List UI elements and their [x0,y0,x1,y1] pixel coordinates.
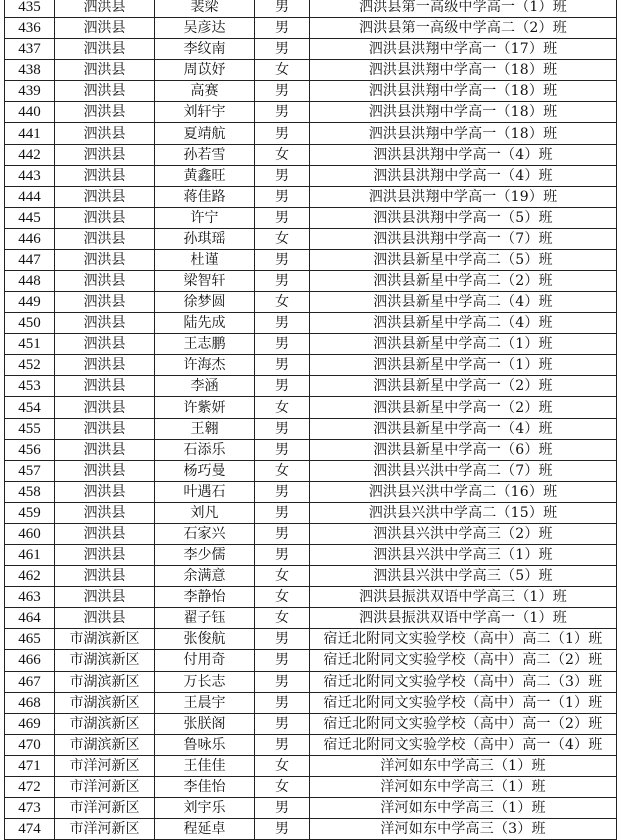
county-cell: 泗洪县 [55,608,155,629]
student-name-cell: 杨巧曼 [155,460,255,481]
row-number-cell: 450 [5,313,55,334]
county-cell: 泗洪县 [55,165,155,186]
student-name-cell: 付用奇 [155,650,255,671]
student-name-cell: 许紫妍 [155,397,255,418]
table-row [5,734,617,755]
student-name-cell: 李静怡 [155,587,255,608]
school-class-cell: 泗洪县洪翔中学高一（4）班 [310,165,617,186]
gender-cell: 男 [255,797,310,818]
gender-cell: 男 [255,523,310,544]
gender-cell: 男 [255,18,310,39]
row-number-cell: 468 [5,692,55,713]
student-name-cell: 陆先成 [155,313,255,334]
gender-cell: 女 [255,608,310,629]
table-row [5,292,617,313]
gender-cell: 女 [255,228,310,249]
student-name-cell: 石添乐 [155,439,255,460]
county-cell: 泗洪县 [55,545,155,566]
student-name-cell: 梁智轩 [155,271,255,292]
school-class-cell: 泗洪县新星中学高一（4）班 [310,418,617,439]
school-class-cell: 洋河如东中学高三（1）班 [310,797,617,818]
school-class-cell: 泗洪县振洪双语中学高一（1）班 [310,608,617,629]
roster-body [5,0,617,840]
gender-cell: 女 [255,60,310,81]
row-number-cell: 467 [5,671,55,692]
student-name-cell: 王佳佳 [155,755,255,776]
table-row [5,481,617,502]
table-row [5,650,617,671]
school-class-cell: 泗洪县新星中学高二（4）班 [310,313,617,334]
row-number-cell: 454 [5,397,55,418]
county-cell: 市洋河新区 [55,755,155,776]
row-number-cell: 448 [5,271,55,292]
county-cell: 市湖滨新区 [55,671,155,692]
row-number-cell: 446 [5,228,55,249]
row-number-cell: 439 [5,81,55,102]
table-row [5,165,617,186]
county-cell: 市湖滨新区 [55,650,155,671]
table-row [5,797,617,818]
row-number-cell: 469 [5,713,55,734]
county-cell: 泗洪县 [55,313,155,334]
county-cell: 市湖滨新区 [55,692,155,713]
student-name-cell: 李纹南 [155,39,255,60]
table-row [5,439,617,460]
student-name-cell: 裴梁 [155,0,255,18]
table-row [5,397,617,418]
student-name-cell: 张朕阁 [155,713,255,734]
county-cell: 泗洪县 [55,355,155,376]
gender-cell: 男 [255,439,310,460]
student-name-cell: 万长志 [155,671,255,692]
county-cell: 泗洪县 [55,566,155,587]
school-class-cell: 洋河如东中学高三（1）班 [310,755,617,776]
county-cell: 泗洪县 [55,144,155,165]
table-row [5,713,617,734]
gender-cell: 女 [255,460,310,481]
gender-cell: 男 [255,629,310,650]
gender-cell: 男 [255,819,310,840]
county-cell: 泗洪县 [55,123,155,144]
school-class-cell: 泗洪县兴洪中学高三（1）班 [310,545,617,566]
row-number-cell: 466 [5,650,55,671]
row-number-cell: 456 [5,439,55,460]
row-number-cell: 459 [5,502,55,523]
row-number-cell: 453 [5,376,55,397]
student-name-cell: 余满意 [155,566,255,587]
county-cell: 泗洪县 [55,460,155,481]
row-number-cell: 457 [5,460,55,481]
table-row [5,502,617,523]
county-cell: 泗洪县 [55,376,155,397]
gender-cell: 女 [255,566,310,587]
row-number-cell: 445 [5,207,55,228]
gender-cell: 男 [255,207,310,228]
gender-cell: 男 [255,186,310,207]
gender-cell: 男 [255,165,310,186]
gender-cell: 男 [255,502,310,523]
county-cell: 泗洪县 [55,60,155,81]
table-row [5,334,617,355]
table-row [5,523,617,544]
school-class-cell: 泗洪县洪翔中学高一（18）班 [310,123,617,144]
student-name-cell: 周苡妤 [155,60,255,81]
school-class-cell: 泗洪县新星中学高二（5）班 [310,249,617,270]
county-cell: 泗洪县 [55,334,155,355]
county-cell: 市湖滨新区 [55,713,155,734]
row-number-cell: 470 [5,734,55,755]
table-row [5,608,617,629]
county-cell: 泗洪县 [55,587,155,608]
school-class-cell: 泗洪县第一高级中学高二（2）班 [310,18,617,39]
table-row [5,102,617,123]
gender-cell: 男 [255,692,310,713]
row-number-cell: 444 [5,186,55,207]
table-row [5,60,617,81]
table-row [5,355,617,376]
row-number-cell: 449 [5,292,55,313]
gender-cell: 女 [255,776,310,797]
student-name-cell: 王翱 [155,418,255,439]
school-class-cell: 泗洪县兴洪中学高二（16）班 [310,481,617,502]
table-row [5,418,617,439]
school-class-cell: 泗洪县洪翔中学高一（7）班 [310,228,617,249]
table-row [5,629,617,650]
student-name-cell: 翟子钰 [155,608,255,629]
row-number-cell: 447 [5,249,55,270]
table-row [5,692,617,713]
gender-cell: 男 [255,81,310,102]
county-cell: 泗洪县 [55,481,155,502]
row-number-cell: 463 [5,587,55,608]
student-name-cell: 黄鑫旺 [155,165,255,186]
student-roster-table [4,0,617,840]
table-row [5,0,617,18]
row-number-cell: 458 [5,481,55,502]
student-name-cell: 吴彦达 [155,18,255,39]
student-name-cell: 李少儒 [155,545,255,566]
gender-cell: 男 [255,313,310,334]
table-row [5,776,617,797]
row-number-cell: 442 [5,144,55,165]
county-cell: 泗洪县 [55,418,155,439]
gender-cell: 男 [255,481,310,502]
student-name-cell: 许宁 [155,207,255,228]
row-number-cell: 443 [5,165,55,186]
row-number-cell: 472 [5,776,55,797]
student-name-cell: 高赛 [155,81,255,102]
school-class-cell: 泗洪县洪翔中学高一（18）班 [310,60,617,81]
table-row [5,545,617,566]
table-row [5,819,617,840]
gender-cell: 男 [255,334,310,355]
gender-cell: 男 [255,418,310,439]
student-name-cell: 孙琪瑶 [155,228,255,249]
gender-cell: 男 [255,650,310,671]
school-class-cell: 泗洪县洪翔中学高一（18）班 [310,102,617,123]
county-cell: 泗洪县 [55,292,155,313]
student-name-cell: 张俊航 [155,629,255,650]
school-class-cell: 宿迁北附同文实验学校（高中）高一（1）班 [310,692,617,713]
student-name-cell: 石家兴 [155,523,255,544]
row-number-cell: 462 [5,566,55,587]
county-cell: 泗洪县 [55,249,155,270]
county-cell: 泗洪县 [55,18,155,39]
school-class-cell: 泗洪县振洪双语中学高三（1）班 [310,587,617,608]
school-class-cell: 宿迁北附同文实验学校（高中）高二（1）班 [310,629,617,650]
school-class-cell: 泗洪县新星中学高一（2）班 [310,376,617,397]
school-class-cell: 泗洪县兴洪中学高三（2）班 [310,523,617,544]
student-name-cell: 李涵 [155,376,255,397]
gender-cell: 男 [255,102,310,123]
county-cell: 市湖滨新区 [55,629,155,650]
school-class-cell: 宿迁北附同文实验学校（高中）高二（3）班 [310,671,617,692]
county-cell: 泗洪县 [55,81,155,102]
school-class-cell: 泗洪县兴洪中学高二（7）班 [310,460,617,481]
gender-cell: 女 [255,755,310,776]
student-name-cell: 孙若雪 [155,144,255,165]
county-cell: 市洋河新区 [55,819,155,840]
table-row [5,671,617,692]
row-number-cell: 436 [5,18,55,39]
gender-cell: 女 [255,144,310,165]
school-class-cell: 泗洪县兴洪中学高三（5）班 [310,566,617,587]
table-row [5,18,617,39]
county-cell: 泗洪县 [55,0,155,18]
row-number-cell: 474 [5,819,55,840]
gender-cell: 男 [255,271,310,292]
county-cell: 泗洪县 [55,207,155,228]
school-class-cell: 泗洪县新星中学高二（4）班 [310,292,617,313]
gender-cell: 男 [255,249,310,270]
student-name-cell: 许海杰 [155,355,255,376]
row-number-cell: 464 [5,608,55,629]
row-number-cell: 461 [5,545,55,566]
row-number-cell: 451 [5,334,55,355]
row-number-cell: 435 [5,0,55,18]
county-cell: 泗洪县 [55,228,155,249]
row-number-cell: 452 [5,355,55,376]
county-cell: 泗洪县 [55,439,155,460]
county-cell: 市洋河新区 [55,797,155,818]
row-number-cell: 471 [5,755,55,776]
county-cell: 泗洪县 [55,397,155,418]
table-row [5,207,617,228]
county-cell: 泗洪县 [55,271,155,292]
school-class-cell: 宿迁北附同文实验学校（高中）高一（2）班 [310,713,617,734]
row-number-cell: 455 [5,418,55,439]
school-class-cell: 泗洪县第一高级中学高一（1）班 [310,0,617,18]
row-number-cell: 441 [5,123,55,144]
county-cell: 市洋河新区 [55,776,155,797]
student-name-cell: 徐梦圆 [155,292,255,313]
table-row [5,39,617,60]
school-class-cell: 泗洪县新星中学高一（1）班 [310,355,617,376]
row-number-cell: 460 [5,523,55,544]
school-class-cell: 泗洪县新星中学高一（2）班 [310,397,617,418]
gender-cell: 男 [255,734,310,755]
table-row [5,376,617,397]
gender-cell: 男 [255,376,310,397]
gender-cell: 男 [255,355,310,376]
table-row [5,566,617,587]
school-class-cell: 洋河如东中学高三（1）班 [310,776,617,797]
gender-cell: 女 [255,292,310,313]
student-name-cell: 王晨宇 [155,692,255,713]
table-row [5,313,617,334]
table-row [5,186,617,207]
table-row [5,587,617,608]
school-class-cell: 泗洪县新星中学高二（2）班 [310,271,617,292]
row-number-cell: 465 [5,629,55,650]
gender-cell: 男 [255,123,310,144]
county-cell: 泗洪县 [55,523,155,544]
county-cell: 泗洪县 [55,102,155,123]
table-row [5,271,617,292]
student-name-cell: 刘宇乐 [155,797,255,818]
row-number-cell: 437 [5,39,55,60]
table-row [5,755,617,776]
student-name-cell: 刘轩宇 [155,102,255,123]
student-name-cell: 李佳怡 [155,776,255,797]
school-class-cell: 洋河如东中学高三（3）班 [310,819,617,840]
county-cell: 泗洪县 [55,502,155,523]
table-row [5,249,617,270]
table-row [5,228,617,249]
school-class-cell: 泗洪县兴洪中学高二（15）班 [310,502,617,523]
student-name-cell: 程延卓 [155,819,255,840]
gender-cell: 男 [255,545,310,566]
county-cell: 泗洪县 [55,186,155,207]
school-class-cell: 泗洪县新星中学高二（1）班 [310,334,617,355]
gender-cell: 男 [255,671,310,692]
school-class-cell: 宿迁北附同文实验学校（高中）高一（4）班 [310,734,617,755]
student-name-cell: 叶遇石 [155,481,255,502]
school-class-cell: 宿迁北附同文实验学校（高中）高二（2）班 [310,650,617,671]
student-name-cell: 蒋佳路 [155,186,255,207]
roster-sheet [4,0,616,840]
school-class-cell: 泗洪县洪翔中学高一（4）班 [310,144,617,165]
school-class-cell: 泗洪县洪翔中学高一（19）班 [310,186,617,207]
table-row [5,144,617,165]
school-class-cell: 泗洪县洪翔中学高一（17）班 [310,39,617,60]
school-class-cell: 泗洪县新星中学高一（6）班 [310,439,617,460]
student-name-cell: 王志鹏 [155,334,255,355]
student-name-cell: 杜谨 [155,249,255,270]
table-row [5,81,617,102]
table-row [5,123,617,144]
row-number-cell: 473 [5,797,55,818]
table-row [5,460,617,481]
gender-cell: 男 [255,713,310,734]
school-class-cell: 泗洪县洪翔中学高一（5）班 [310,207,617,228]
gender-cell: 女 [255,587,310,608]
school-class-cell: 泗洪县洪翔中学高一（18）班 [310,81,617,102]
row-number-cell: 440 [5,102,55,123]
student-name-cell: 夏靖航 [155,123,255,144]
student-name-cell: 鲁咏乐 [155,734,255,755]
gender-cell: 女 [255,397,310,418]
gender-cell: 男 [255,0,310,18]
student-name-cell: 刘凡 [155,502,255,523]
gender-cell: 男 [255,39,310,60]
county-cell: 市湖滨新区 [55,734,155,755]
county-cell: 泗洪县 [55,39,155,60]
row-number-cell: 438 [5,60,55,81]
